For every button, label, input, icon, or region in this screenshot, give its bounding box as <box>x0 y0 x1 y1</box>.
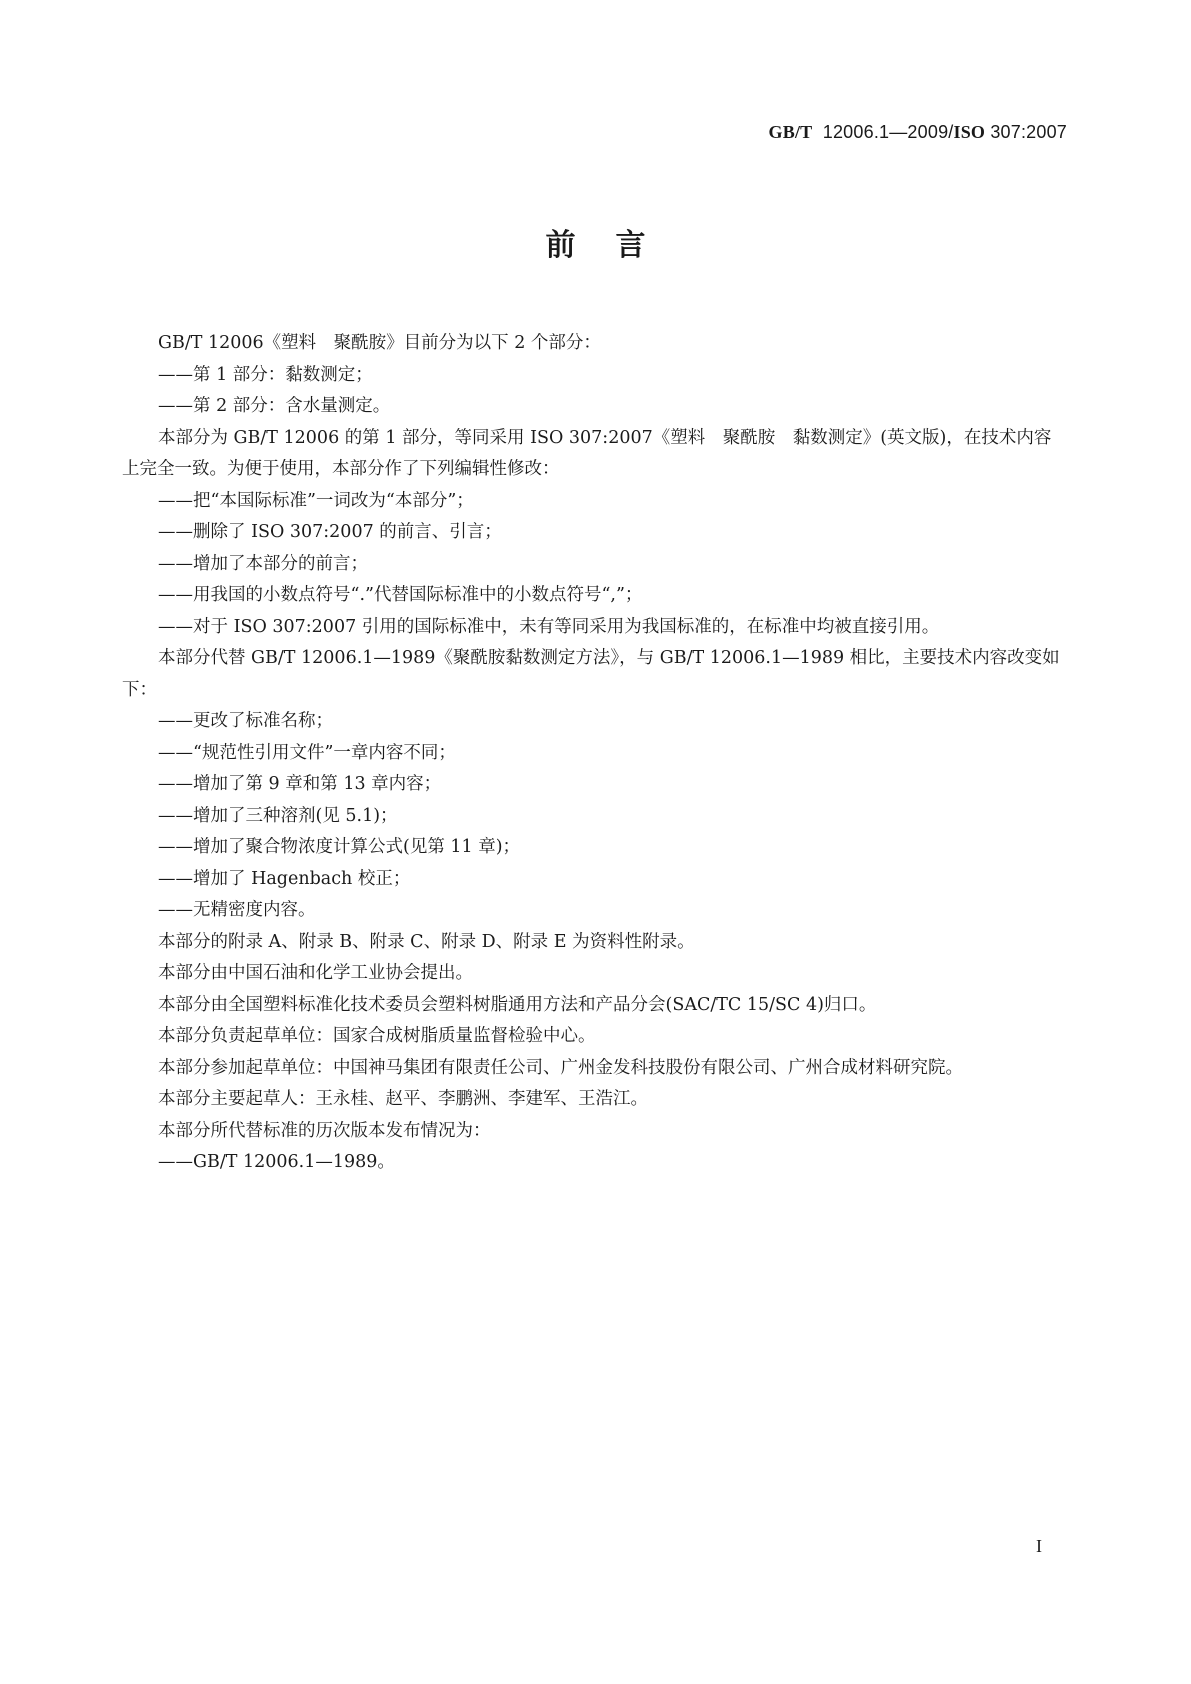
list-item: ——增加了本部分的前言； <box>158 553 368 574</box>
page-title: 前言 <box>545 228 686 263</box>
paragraph: 本部分为 GB/T 12006 的第 1 部分，等同采用 ISO 307:2007《塑料 聚酰胺 黏数测定》(英文版)，在技术内容上完全一致。为便于使用，本部分作了下列编辑性修改： <box>122 427 1052 479</box>
list-item: ——增加了第 9 章和第 13 章内容； <box>158 774 442 794</box>
paragraph: 本部分主要起草人：王永桂、赵平、李鹏洲、李建军、王浩江。 <box>158 1089 648 1109</box>
list-item: ——“规范性引用文件”一章内容不同； <box>158 742 456 763</box>
document-body <box>122 328 1067 1179</box>
standard-prefix: GB/T <box>768 122 813 142</box>
paragraph: 本部分参加起草单位：中国神马集团有限责任公司、广州金发科技股份有限公司、广州合成材料研究院。 <box>158 1057 963 1078</box>
list-item: ——第 2 部分：含水量测定。 <box>158 396 391 416</box>
list-item: ——对于 ISO 307:2007 引用的国际标准中，未有等同采用为我国标准的，在标准中均被直接引用。 <box>158 616 940 637</box>
paragraph: 本部分负责起草单位：国家合成树脂质量监督检验中心。 <box>158 1026 596 1046</box>
standard-number: 12006.1—2009/ <box>822 122 954 142</box>
list-item: ——增加了 Hagenbach 校正； <box>158 868 411 889</box>
page-header <box>769 122 1067 143</box>
paragraph: 本部分代替 GB/T 12006.1—1989《聚酰胺黏数测定方法》，与 GB/T 12006.1—1989 相比，主要技术内容改变如下： <box>122 648 1060 700</box>
iso-number: 307:2007 <box>990 122 1067 142</box>
paragraph: 本部分所代替标准的历次版本发布情况为： <box>158 1120 491 1141</box>
list-item: ——更改了标准名称； <box>158 711 333 731</box>
paragraph: 本部分由中国石油和化学工业协会提出。 <box>158 963 473 983</box>
list-item: ——GB/T 12006.1—1989。 <box>158 1152 395 1172</box>
list-item: ——无精密度内容。 <box>158 900 316 920</box>
paragraph: 本部分由全国塑料标准化技术委员会塑料树脂通用方法和产品分会(SAC/TC 15/SC 4)归口。 <box>158 994 877 1015</box>
list-item: ——把“本国际标准”一词改为“本部分”； <box>158 490 474 511</box>
list-item: ——删除了 ISO 307:2007 的前言、引言； <box>158 522 502 542</box>
list-item: ——增加了三种溶剂(见 5.1)； <box>158 805 398 826</box>
paragraph: 本部分的附录 A、附录 B、附录 C、附录 D、附录 E 为资料性附录。 <box>158 931 695 952</box>
paragraph: GB/T 12006《塑料 聚酰胺》目前分为以下 2 个部分： <box>158 333 601 353</box>
iso-prefix: ISO <box>953 122 986 142</box>
page-number: I <box>1036 1536 1042 1556</box>
list-item: ——增加了聚合物浓度计算公式(见第 11 章)； <box>158 837 521 857</box>
list-item: ——用我国的小数点符号“.”代替国际标准中的小数点符号“,”； <box>158 585 643 605</box>
list-item: ——第 1 部分：黏数测定； <box>158 364 373 385</box>
